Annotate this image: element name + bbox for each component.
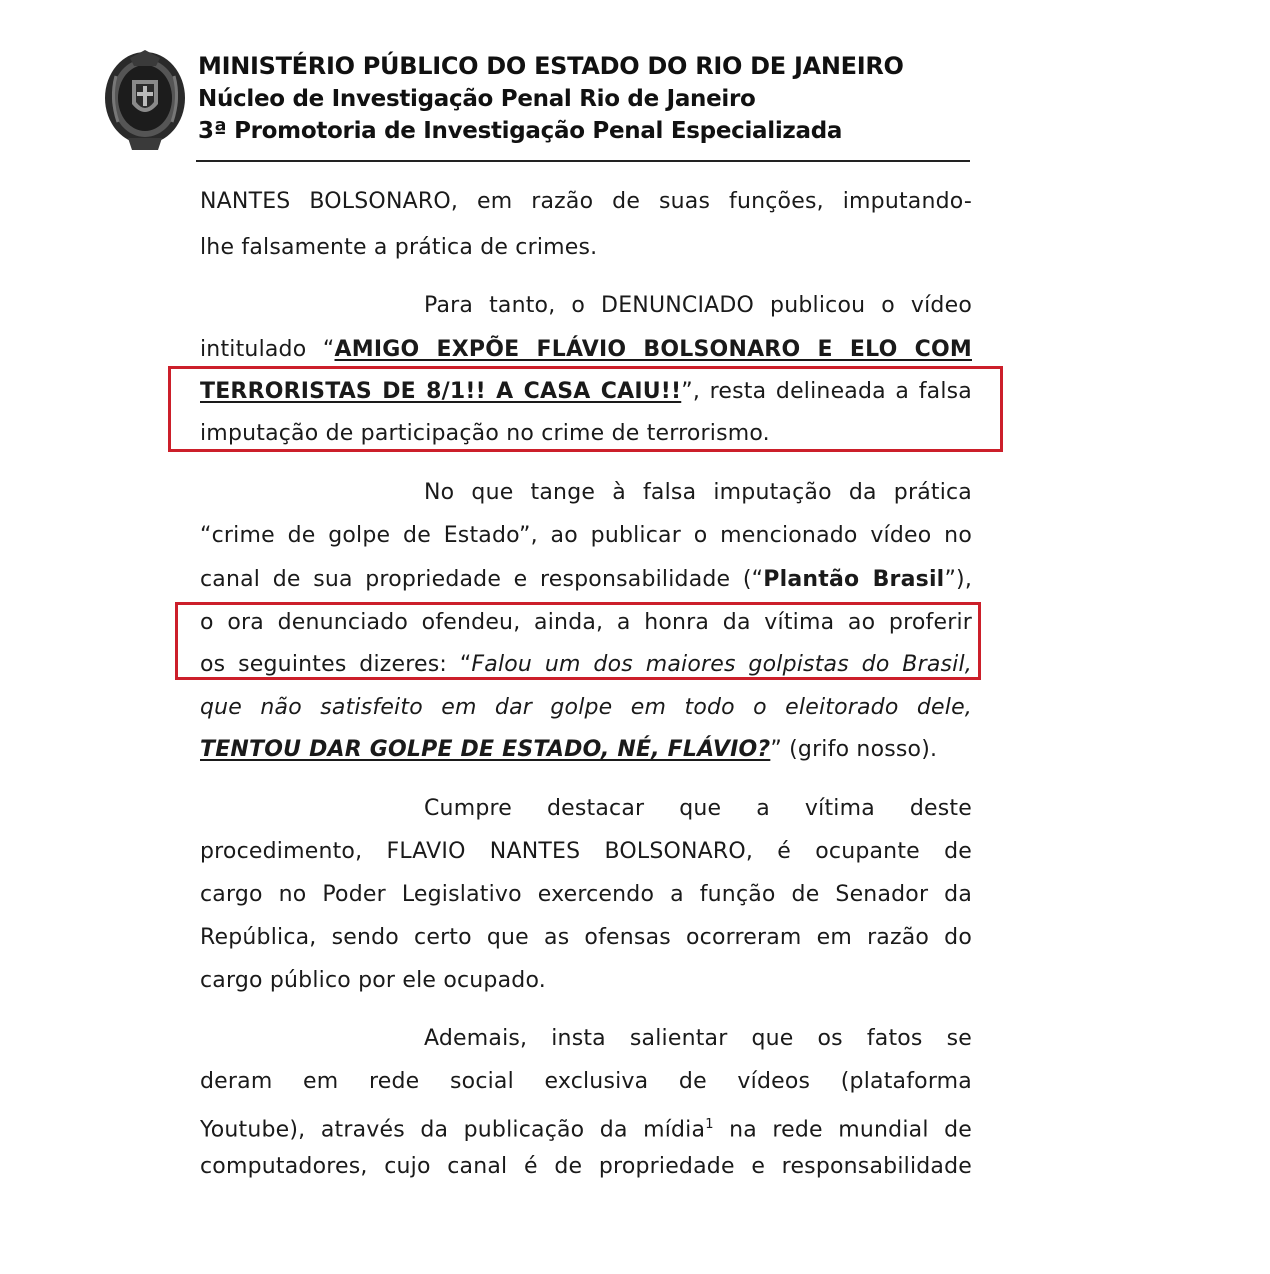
p3-line-7 — [200, 736, 972, 764]
p3-line-3 — [200, 566, 972, 594]
p5-line-3-pre: Youtube), através da publicação da mídia — [200, 1117, 706, 1143]
p5-line-1: Ademais, insta salientar que os fatos se — [424, 1026, 972, 1051]
p4-line-4: República, sendo certo que as ofensas ocorreram em razão do — [200, 925, 972, 950]
coat-of-arms-seal-icon — [102, 46, 188, 154]
p5-line-4: computadores, cujo canal é de propriedade e responsabilidade — [200, 1154, 972, 1179]
p2-line-2 — [200, 336, 972, 364]
p3-line-2: “crime de golpe de Estado”, ao publicar o mencionado vídeo no — [200, 523, 972, 548]
quote-emphasis: TENTOU DAR GOLPE DE ESTADO, NÉ, FLÁVIO? — [200, 737, 771, 762]
p2-line-1: Para tanto, o DENUNCIADO publicou o vídeo — [424, 293, 972, 318]
p3-line-7-post: ” (grifo nosso). — [770, 737, 938, 762]
quote-part-1: Falou um dos maiores golpistas do Brasil, — [471, 652, 972, 677]
header-divider — [196, 160, 970, 162]
p2-line-3-post: ”, resta delineada a falsa — [681, 379, 972, 404]
header-institution: MINISTÉRIO PÚBLICO DO ESTADO DO RIO DE JANEIRO — [198, 52, 904, 80]
p5-line-3 — [200, 1111, 972, 1144]
p4-line-2: procedimento, FLAVIO NANTES BOLSONARO, é ocupante de — [200, 839, 972, 864]
p3-line-3-pre: canal de sua propriedade e responsabilidade (“ — [200, 567, 764, 592]
p4-line-3: cargo no Poder Legislativo exercendo a função de Senador da — [200, 882, 972, 907]
header-promotoria: 3ª Promotoria de Investigação Penal Especializada — [198, 118, 843, 144]
highlight-box-golpista-quote — [175, 602, 981, 680]
video-title-part-2: TERRORISTAS DE 8/1!! A CASA CAIU!! — [200, 379, 682, 404]
highlight-box-terrorism — [168, 366, 1003, 452]
quote-part-2: que não satisfeito em dar golpe em todo o eleitorado dele, — [200, 695, 972, 720]
p5-line-2: deram em rede social exclusiva de vídeos (plataforma — [200, 1069, 972, 1094]
p1-line-2: lhe falsamente a prática de crimes. — [200, 235, 598, 260]
p5-line-3-post: na rede mundial de — [713, 1117, 972, 1143]
p1-line-1: NANTES BOLSONARO, em razão de suas funções, imputando- — [200, 189, 972, 214]
p2-line-4: imputação de participação no crime de terrorismo. — [200, 421, 770, 446]
p2-line-2-pre: intitulado “ — [200, 337, 335, 362]
header-nucleus: Núcleo de Investigação Penal Rio de Janeiro — [198, 86, 756, 112]
p4-line-5: cargo público por ele ocupado. — [200, 968, 546, 993]
channel-name: Plantão Brasil — [763, 567, 945, 592]
p3-line-1: No que tange à falsa imputação da prática — [424, 480, 972, 505]
p3-line-5-pre: os seguintes dizeres: “ — [200, 652, 472, 677]
p4-line-1: Cumpre destacar que a vítima deste — [424, 796, 972, 821]
p3-line-4: o ora denunciado ofendeu, ainda, a honra da vítima ao proferir — [200, 610, 972, 635]
p3-line-3-post: ”), — [944, 567, 973, 592]
footnote-marker: 1 — [705, 1117, 714, 1132]
video-title-part-1: AMIGO EXPÕE FLÁVIO BOLSONARO E ELO COM — [334, 337, 972, 362]
